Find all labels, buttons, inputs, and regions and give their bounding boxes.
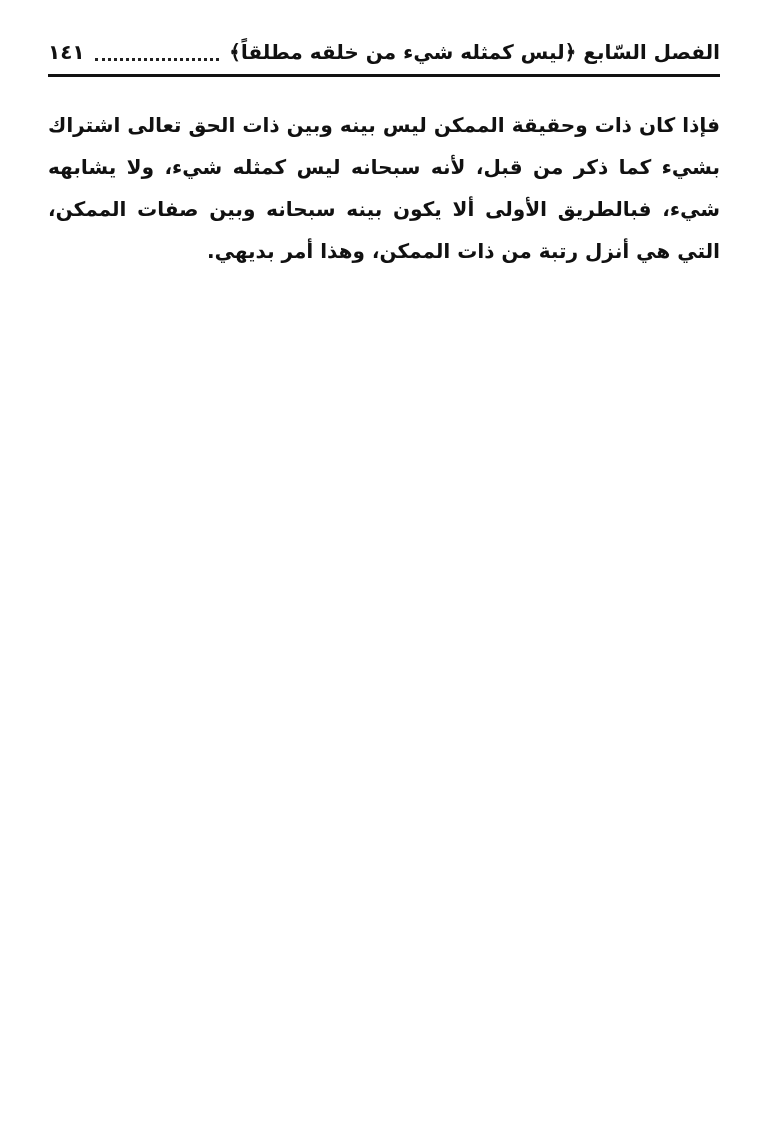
- chapter-title: الفصل السّابع ﴿ليس كمثله شيء من خلقه مطلقاً﴾: [229, 40, 720, 64]
- running-header: [48, 34, 720, 70]
- page-number: ١٤١: [48, 40, 85, 64]
- dotted-leader: [95, 56, 219, 61]
- body-text: [48, 104, 720, 272]
- paragraph: فإذا كان ذات وحقيقة الممكن ليس بينه وبين ذات الحق تعالى اشتراك بشيء كما ذكر من قبل، لأنه سبحانه ليس كمثله شيء، ولا يشابهه شيء، فبالطريق الأولى ألا يكون بينه سبحانه وبين صفات الممكن، التي هي أنزل رتبة من ذات الممكن، وهذا أمر بديهي.: [48, 113, 720, 263]
- header-rule: [48, 74, 720, 77]
